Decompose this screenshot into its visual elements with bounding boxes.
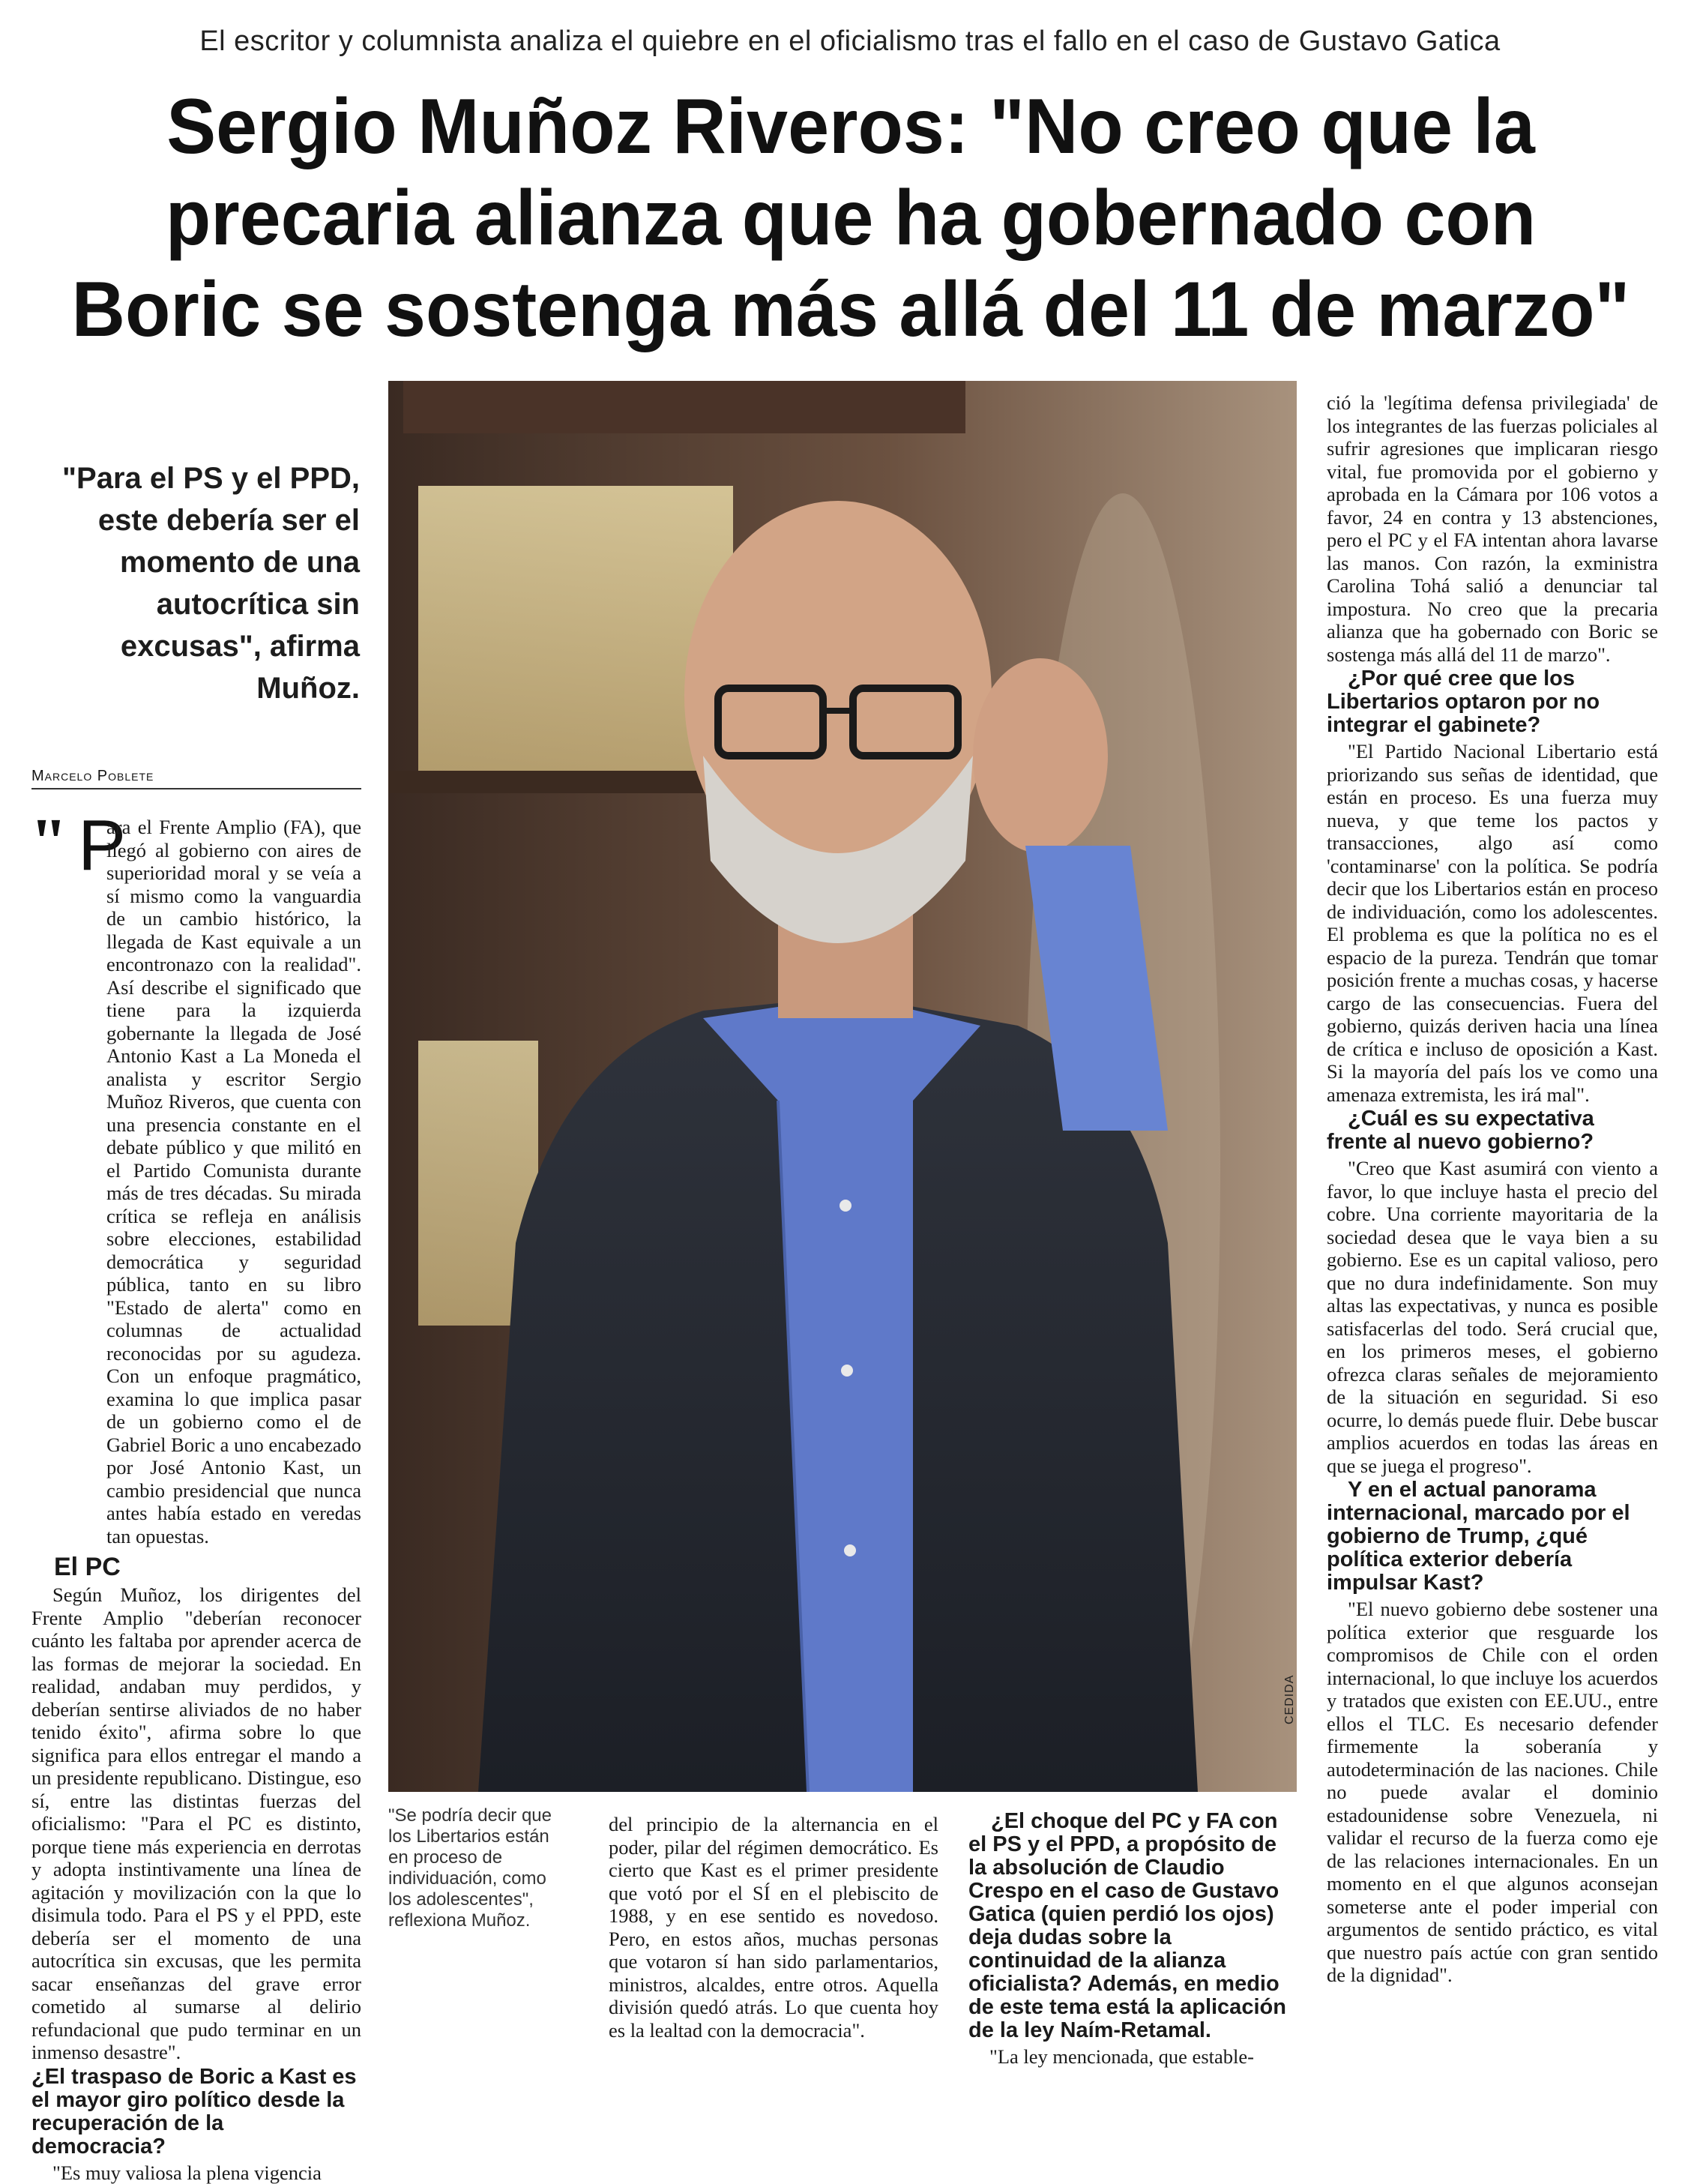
column-4-intro: ció la 'legítima defensa privilegiada' de los integrantes de las fuerzas policiales al sufrir agresiones que implicaran riesgo vital, fue promovida por el gobierno y aprobada en la Cámara por 106 votos a favor, 24 en contra y 13 abstenciones, pero el PC y el FA intentan ahora lavarse las manos. Con razón, la exministra Carolina Tohá salió a denunciar tal impostura. No creo que la precaria alianza que ha gobernado con Boric se sostenga más allá del 11 de marzo". xyxy=(1327,391,1658,666)
lead-text: ara el Frente Amplio (FA), que llegó al gobierno con aires de superioridad moral y se veía a sí mismo como la vanguardia de un cambio histórico, la llegada de Kast equivale a un encontronazo con la realidad". Así describe el significado que tiene para la izquierda gobernante la llegada de José Antonio Kast a La Moneda el analista y escritor Sergio Muñoz Riveros, que cuenta con una presencia constante en el debate público y que militó en el Partido Comunista durante más de tres décadas. Su mirada crítica se refleja en análisis sobre elecciones, estabilidad democrática y seguridad pública, tanto en su libro "Estado de alerta" como en columnas de actualidad reconocidas por su agudeza. Con un enfoque pragmático, examina lo que implica pasar de un gobierno como el de Gabriel Boric a uno encabezado por José Antonio Kast, un cambio presidencial que nunca antes había estado en veredas tan opuestas. xyxy=(106,816,361,1547)
column-4 xyxy=(1327,391,1658,1987)
answer-4: "Creo que Kast asumirá con viento a favor, lo que incluye hasta el precio del cobre. Una corriente mayoritaria de la sociedad desea que le vaya bien a su gobierno. Ese es un capital valioso, pero que no dura indefinidamente. Son muy altas las expectativas, y nunca es posible satisfacerlas del todo. Será crucial que, en los primeros meses, el gobierno ofrezca claras señales de mejoramiento de la situación en seguridad. Si eso ocurre, lo demás puede fluir. Debe buscar amplios acuerdos en todas las áreas en que se juega el progreso". xyxy=(1327,1157,1658,1477)
answer-2-start: "La ley mencionada, que estable- xyxy=(968,2045,1298,2069)
paragraph-el-pc: Según Muñoz, los dirigentes del Frente Amplio "deberían reconocer cuánto les faltaba por aprender acerca de las formas de mejorar la sociedad. En realidad, andaban muy perdidos, y deberían sentirse aliviados de no haber tenido éxito", afirma sobre lo que significa para ellos entregar el mando a un presidente republicano. Distingue, eso sí, entre las distintas fuerzas del oficialismo: "Para el PC es distinto, porque tiene más experiencia en derrotas y adopta instintivamente una línea de agitación y movilización con la que lo disimula todo. Para el PS y el PPD, este debería ser el momento de una autocrítica sin excusas, que les permita sacar enseñanzas del grave error cometido al sumarse al delirio refundacional que pudo terminar en un inmenso desastre". xyxy=(31,1583,361,2064)
question-2: ¿El choque del PC y FA con el PS y el PPD, a propósito de la absolución de Claudio Crespo en el caso de Gustavo Gatica (quien perdió los ojos) deja dudas sobre la continuidad de la alianza oficialista? Además, en medio de este tema está la aplicación de la ley Naím-Retamal. xyxy=(968,1810,1298,2042)
column-1 xyxy=(31,816,361,2184)
subhead-el-pc: El PC xyxy=(54,1552,361,1582)
headline-line-3: Boric se sostenga más allá del 11 de marzo" xyxy=(64,264,1638,355)
question-1: ¿El traspaso de Boric a Kast es el mayor giro político desde la recuperación de la democracia? xyxy=(31,2066,361,2159)
drop-cap: P xyxy=(78,810,126,882)
opening-quote-mark: " xyxy=(30,820,67,865)
answer-1-start: "Es muy valiosa la plena vigencia xyxy=(31,2162,361,2184)
photo-credit: CEDIDA xyxy=(1283,1675,1297,1724)
column-3 xyxy=(968,1808,1298,2069)
column-2 xyxy=(609,1813,938,2042)
pull-quote: "Para el PS y el PPD, este debería ser el momento de una autocrítica sin excusas", afirma Muñoz. xyxy=(45,457,360,709)
column-2-text: del principio de la alternancia en el poder, pilar del régimen democrático. Es cierto que Kast es el primer presidente que votó por el SÍ en el plebiscito de 1988, y en ese sentido es novedoso. Pero, en estos años, muchas personas que votaron sí han sido parlamentarios, ministros, alcaldes, entre otros. Aquella división quedó atrás. Lo que cuenta hoy es la lealtad con la democracia". xyxy=(609,1813,938,2042)
portrait-photo xyxy=(388,381,1297,1792)
photo-caption: "Se podría decir que los Libertarios están en proceso de individuación, como los adolescentes", reflexiona Muñoz. xyxy=(388,1805,561,1931)
question-3: ¿Por qué cree que los Libertarios optaron por no integrar el gabinete? xyxy=(1327,667,1658,737)
article-kicker: El escritor y columnista analiza el quiebre en el oficialismo tras el fallo en el caso de Gustavo Gatica xyxy=(0,25,1700,58)
headline-line-2: precaria alianza que ha gobernado con xyxy=(64,172,1638,264)
question-4: ¿Cuál es su expectativa frente al nuevo gobierno? xyxy=(1327,1107,1658,1154)
article-headline xyxy=(22,81,1679,355)
lead-paragraph xyxy=(31,816,361,1547)
answer-5: "El nuevo gobierno debe sostener una política exterior que resguarde los compromisos de Chile con el orden internacional, lo que incluye los acuerdos y tratados que existen con EE.UU., entre ellos el TLC. Es necesario defender firmemente la soberanía y autodeterminación de las naciones. Chile no puede avalar el dominio estadounidense sobre Venezuela, ni validar el recurso de la fuerza como eje de las relaciones internacionales. En un momento en el que algunos aconsejan someterse ante el poder imperial con argumentos de sentido práctico, es vital que nuestro país actúe con gran sentido de la dignidad". xyxy=(1327,1598,1658,1987)
question-5: Y en el actual panorama internacional, marcado por el gobierno de Trump, ¿qué política exterior debería impulsar Kast? xyxy=(1327,1478,1658,1595)
portrait-illustration xyxy=(388,381,1297,1792)
headline-line-1: Sergio Muñoz Riveros: "No creo que la xyxy=(64,81,1638,172)
answer-3: "El Partido Nacional Libertario está priorizando sus señas de identidad, que están en proceso. Es una fuerza muy nueva, y que teme los pactos y transacciones, algo así como 'contaminarse' con la política. Se podría decir que los Libertarios están en proceso de individuación, como los adolescentes. El problema es que la política no es el espacio de la pureza. Tendrán que tomar posición frente a muchas cosas, y hacerse cargo de las consecuencias. Fuera del gobierno, quizás deriven hacia una línea de crítica e incluso de oposición a Kast. Si la mayoría del país los ve como una amenaza extremista, les irá mal". xyxy=(1327,740,1658,1106)
byline: Marcelo Poblete xyxy=(31,768,361,789)
